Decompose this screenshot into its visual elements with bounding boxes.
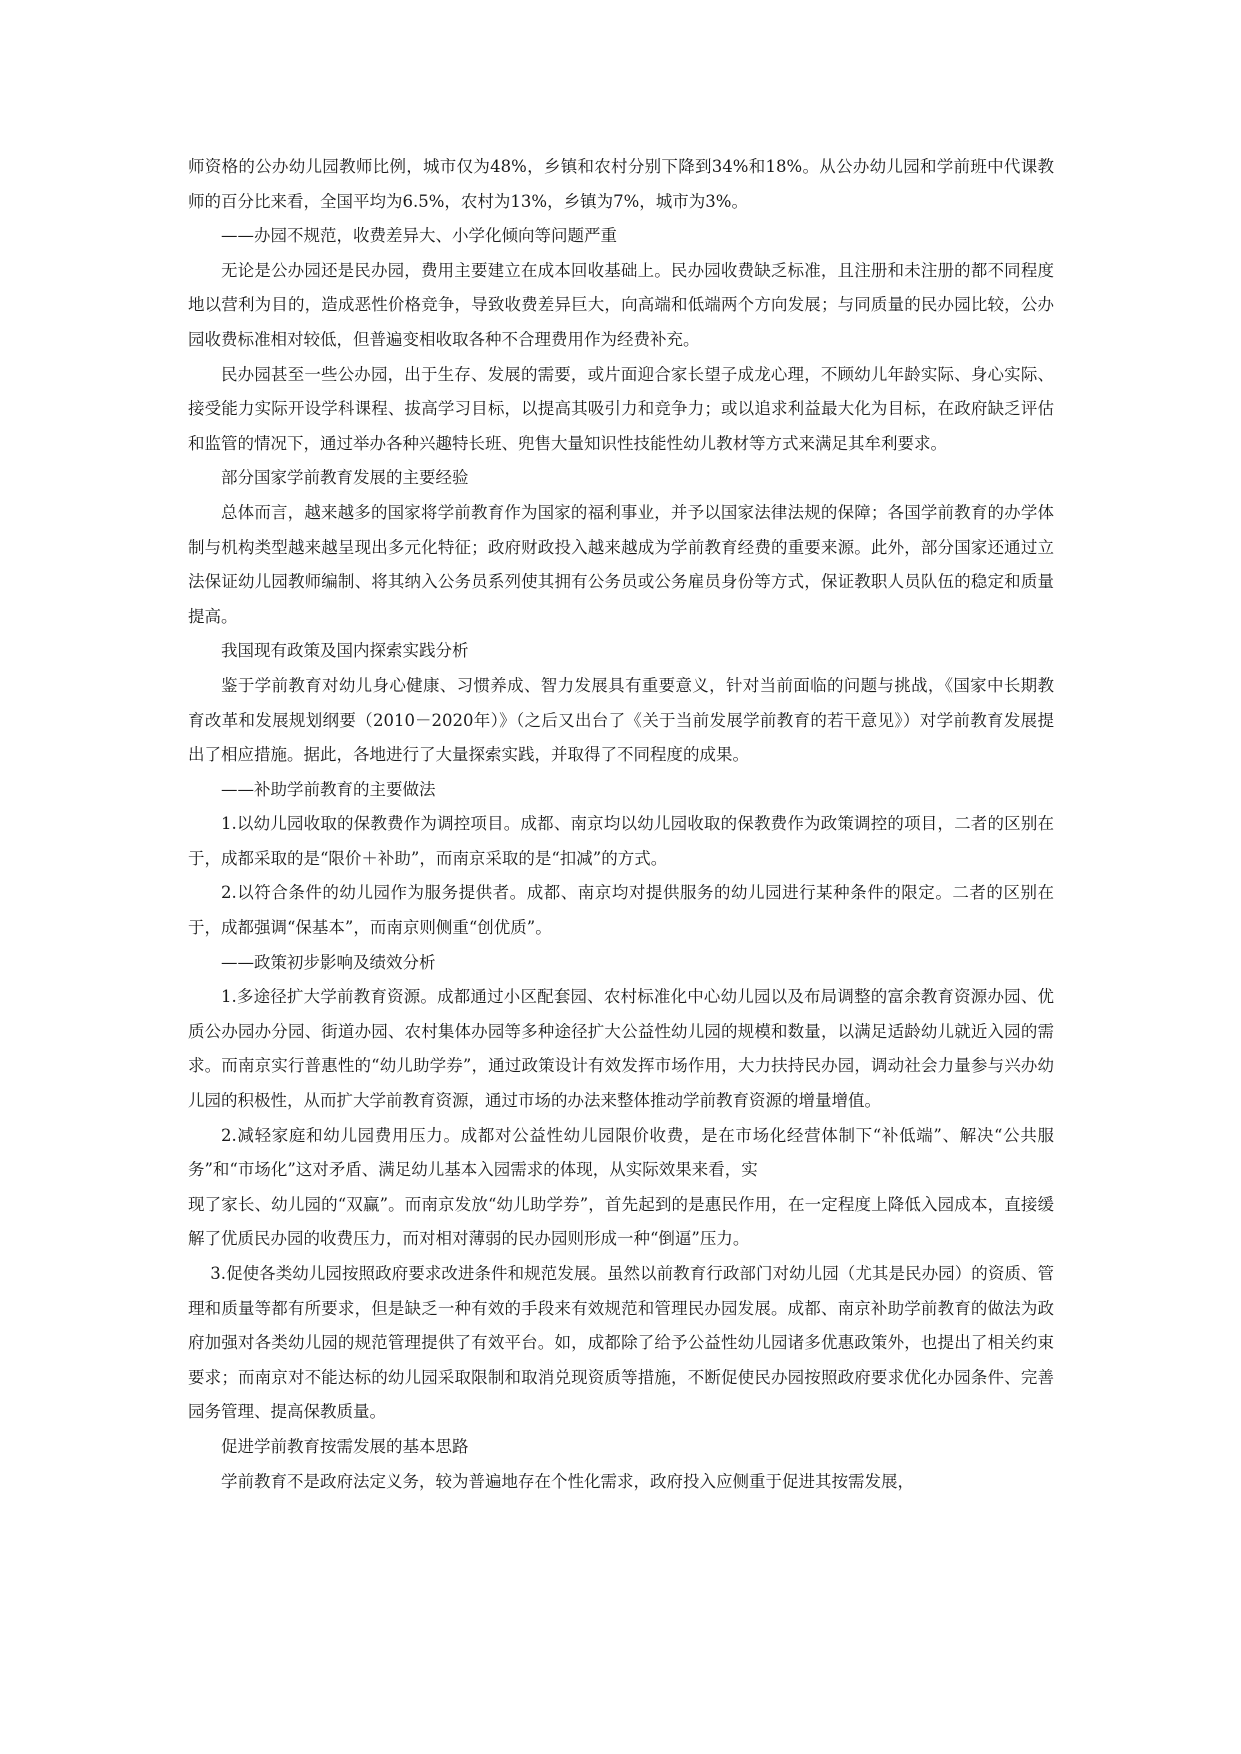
- paragraph-subsidy-1: 1.以幼儿园收取的保教费作为调控项目。成都、南京均以幼儿园收取的保教费作为政策调控的项目，二者的区别在于，成都采取的是“限价＋补助”，而南京采取的是“扣减”的方式。: [188, 814, 1054, 868]
- section-heading-basic-ideas: 促进学前教育按需发展的基本思路: [221, 1436, 469, 1456]
- section-heading-domestic-policy: 我国现有政策及国内探索实践分析: [221, 641, 469, 661]
- subheading-subsidy-methods: ——补助学前教育的主要做法: [221, 779, 436, 799]
- paragraph-teacher-stats: 师资格的公办幼儿园教师比例，城市仅为48%，乡镇和农村分别下降到34%和18%。从公办幼儿园和学前班中代课教师的百分比来看，全国平均为6.5%，农村为13%，乡镇为7%，城市为3%。: [188, 157, 1054, 211]
- paragraph-fees: 无论是公办园还是民办园，费用主要建立在成本回收基础上。民办园收费缺乏标准，且注册和未注册的都不同程度地以营利为目的，造成恶性价格竞争，导致收费差异巨大，向高端和低端两个方向发展；与同质量的民办园比较，公办园收费标准相对较低，但普遍变相收取各种不合理费用作为经费补充。: [188, 260, 1054, 349]
- paragraph-domestic-policy: 鉴于学前教育对幼儿身心健康、习惯养成、智力发展具有重要意义，针对当前面临的问题与挑战，《国家中长期教育改革和发展规划纲要（2010－2020年）》（之后又出台了《关于当前发展学前教育的若干意见》）对学前教育发展提出了相应措施。据此，各地进行了大量探索实践，并取得了不同程度的成果。: [188, 675, 1054, 765]
- paragraph-subsidy-2: 2.以符合条件的幼儿园作为服务提供者。成都、南京均对提供服务的幼儿园进行某种条件的限定。二者的区别在于，成都强调“保基本”，而南京则侧重“创优质”。: [188, 883, 1054, 938]
- subheading-policy-impact: ——政策初步影响及绩效分析: [221, 952, 436, 972]
- paragraph-impact-1: 1.多途径扩大学前教育资源。成都通过小区配套园、农村标准化中心幼儿园以及布局调整的富余教育资源办园、优质公办园办分园、街道办园、农村集体办园等多种途径扩大公益性幼儿园的规模和数量，以满足适龄幼儿就近入园的需求。而南京实行普惠性的“幼儿助学券”，通过政策设计有效发挥市场作用，大力扶持民办园，调动社会力量参与兴办幼儿园的积极性，从而扩大学前教育资源，通过市场的办法来整体推动学前教育资源的增量增值。: [188, 987, 1054, 1111]
- subheading-irregular-kindergartens: ——办园不规范，收费差异大、小学化倾向等问题严重: [221, 226, 617, 246]
- paragraph-impact-2b: 现了家长、幼儿园的“双赢”。而南京发放“幼儿助学券”，首先起到的是惠民作用，在一定程度上降低入园成本，直接缓解了优质民办园的收费压力，而对相对薄弱的民办园则形成一种“倒逼”压力。: [188, 1194, 1054, 1249]
- section-heading-international-experience: 部分国家学前教育发展的主要经验: [221, 468, 469, 488]
- paragraph-curriculum: 民办园甚至一些公办园，出于生存、发展的需要，或片面迎合家长望子成龙心理，不顾幼儿年龄实际、身心实际、接受能力实际开设学科课程、拔高学习目标，以提高其吸引力和竞争力；或以追求利益最大化为目标，在政府缺乏评估和监管的情况下，通过举办各种兴趣特长班、兜售大量知识性技能性幼儿教材等方式来满足其牟利要求。: [188, 364, 1054, 453]
- paragraph-international: 总体而言，越来越多的国家将学前教育作为国家的福利事业，并予以国家法律法规的保障；各国学前教育的办学体制与机构类型越来越呈现出多元化特征；政府财政投入越来越成为学前教育经费的重要来源。此外，部分国家还通过立法保证幼儿园教师编制、将其纳入公务员系列使其拥有公务员或公务雇员身份等方式，保证教职人员队伍的稳定和质量提高。: [188, 502, 1054, 626]
- paragraph-basic-ideas: 学前教育不是政府法定义务，较为普遍地存在个性化需求，政府投入应侧重于促进其按需发展，: [221, 1471, 914, 1491]
- paragraph-impact-2a: 2.减轻家庭和幼儿园费用压力。成都对公益性幼儿园限价收费，是在市场化经营体制下“补低端”、解决“公共服务”和“市场化”这对矛盾、满足幼儿基本入园需求的体现，从实际效果来看，实: [188, 1125, 1054, 1180]
- paragraph-impact-3: 3.促使各类幼儿园按照政府要求改进条件和规范发展。虽然以前教育行政部门对幼儿园（尤其是民办园）的资质、管理和质量等都有所要求，但是缺乏一种有效的手段来有效规范和管理民办园发展。成都、南京补助学前教育的做法为政府加强对各类幼儿园的规范管理提供了有效平台。如，成都除了给予公益性幼儿园诸多优惠政策外，也提出了相关约束要求；而南京对不能达标的幼儿园采取限制和取消兑现资质等措施，不断促使民办园按照政府要求优化办园条件、完善园务管理、提高保教质量。: [188, 1264, 1054, 1422]
- article-body: [188, 150, 1054, 1499]
